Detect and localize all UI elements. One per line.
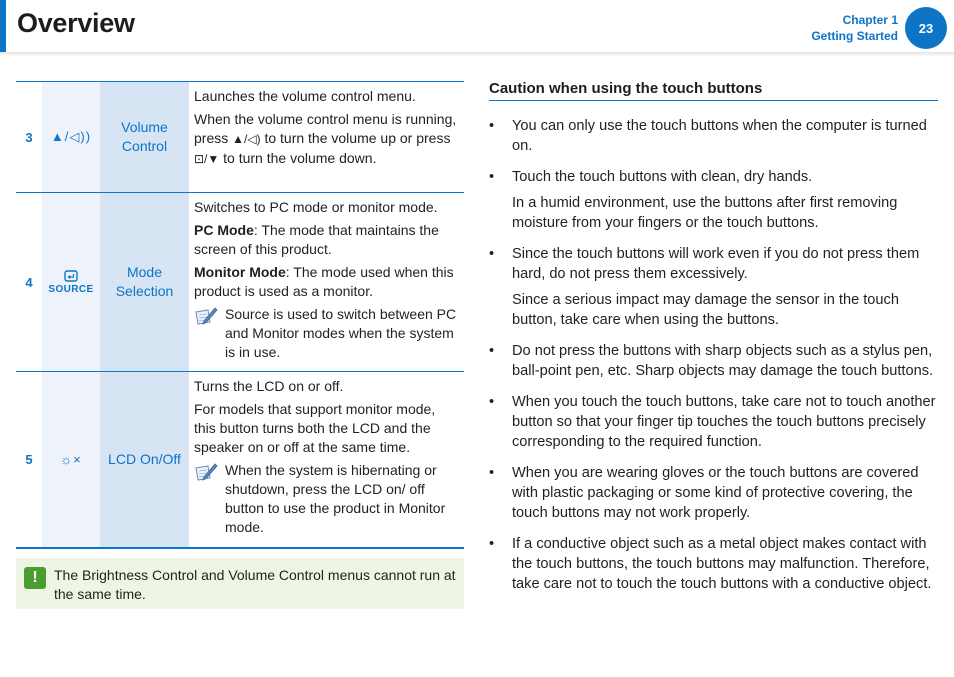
row-number: 5 bbox=[25, 452, 33, 467]
list-item: • If a conductive object such as a metal object makes contact with the touch buttons, the touch buttons may malfunction. Therefore, take care not to touch the touch buttons with a conductive object. bbox=[489, 536, 932, 592]
table-row bbox=[16, 193, 464, 372]
volume-down-inline-icon: ⊡/▼ bbox=[194, 152, 220, 166]
table-row bbox=[16, 372, 464, 547]
chapter-name: Getting Started bbox=[811, 29, 898, 43]
header-accent-bar bbox=[0, 0, 6, 52]
list-item: • When you are wearing gloves or the touch buttons are covered with plastic packaging or some kind of protective covering, the touch buttons may not work properly. bbox=[489, 465, 919, 521]
volume-up-inline-icon: ▲/◁) bbox=[232, 132, 261, 146]
button-function-table bbox=[16, 81, 464, 549]
button-description: Switches to PC mode or monitor mode. PC Mode: The mode that maintains the screen of this product. Monitor Mode: The mode used when this product is used as a monitor. Source is used to switch between PC and Monitor modes when the system is in use. bbox=[189, 193, 464, 371]
section-title: Caution when using the touch buttons bbox=[489, 80, 938, 101]
note: Source is used to switch between PC and Monitor modes when the system is in use. bbox=[194, 305, 460, 362]
list-item: • Touch the touch buttons with clean, dry hands. In a humid environment, use the buttons after first removing moisture from your fingers or the touch buttons. bbox=[489, 169, 898, 231]
note-pencil-icon bbox=[194, 305, 225, 333]
chapter-info bbox=[811, 12, 898, 44]
row-number: 3 bbox=[25, 129, 33, 145]
note-pencil-icon bbox=[194, 461, 225, 489]
chapter-label: Chapter 1 bbox=[842, 13, 898, 27]
row-number: 4 bbox=[25, 274, 33, 290]
header-divider bbox=[0, 52, 954, 57]
list-item: • You can only use the touch buttons when the computer is turned on. bbox=[489, 118, 927, 154]
button-description: Launches the volume control menu. When the volume control menu is running, press ▲/◁) to turn the volume up or press ⊡/▼ to turn the volume down. bbox=[194, 88, 457, 166]
note: When the system is hibernating or shutdown, press the LCD on/ off button to use the product in Monitor mode. bbox=[194, 461, 460, 537]
button-name: Mode Selection bbox=[100, 193, 189, 371]
page-number-badge: 23 bbox=[905, 7, 947, 49]
list-item: • When you touch the touch buttons, take care not to touch another button so that your finger tip touches the touch buttons precisely corresponding to the required function. bbox=[489, 394, 936, 450]
caution-list bbox=[489, 116, 938, 594]
page-title: Overview bbox=[17, 8, 135, 38]
button-description: Turns the LCD on or off. For models that support monitor mode, this button turns both the LCD and the speaker on or off at the same time. When the system is hibernating or shutdown, press the LCD on/ off button to use the product in Monitor mode. bbox=[189, 372, 464, 547]
list-item: • Do not press the buttons with sharp objects such as a stylus pen, ball-point pen, etc. Sharp objects may damage the touch buttons. bbox=[489, 343, 934, 379]
list-item: • Since the touch buttons will work even if you do not press them hard, do not press them excessively. Since a serious impact may damage the sensor in the touch button, take care when using the buttons. bbox=[489, 246, 920, 328]
caution-box bbox=[16, 558, 464, 609]
exclamation-icon: ! bbox=[24, 567, 46, 589]
volume-up-icon: ▲/◁)) bbox=[50, 129, 92, 144]
source-icon: SOURCE bbox=[48, 270, 93, 295]
table-row bbox=[16, 82, 464, 193]
caution-text: The Brightness Control and Volume Control menus cannot run at the same time. bbox=[54, 567, 456, 602]
lcd-off-icon: ☼× bbox=[60, 452, 82, 467]
button-name: Volume Control bbox=[100, 82, 189, 192]
source-enter-icon bbox=[64, 270, 78, 283]
button-name: LCD On/Off bbox=[100, 372, 189, 547]
caution-section bbox=[489, 80, 938, 605]
